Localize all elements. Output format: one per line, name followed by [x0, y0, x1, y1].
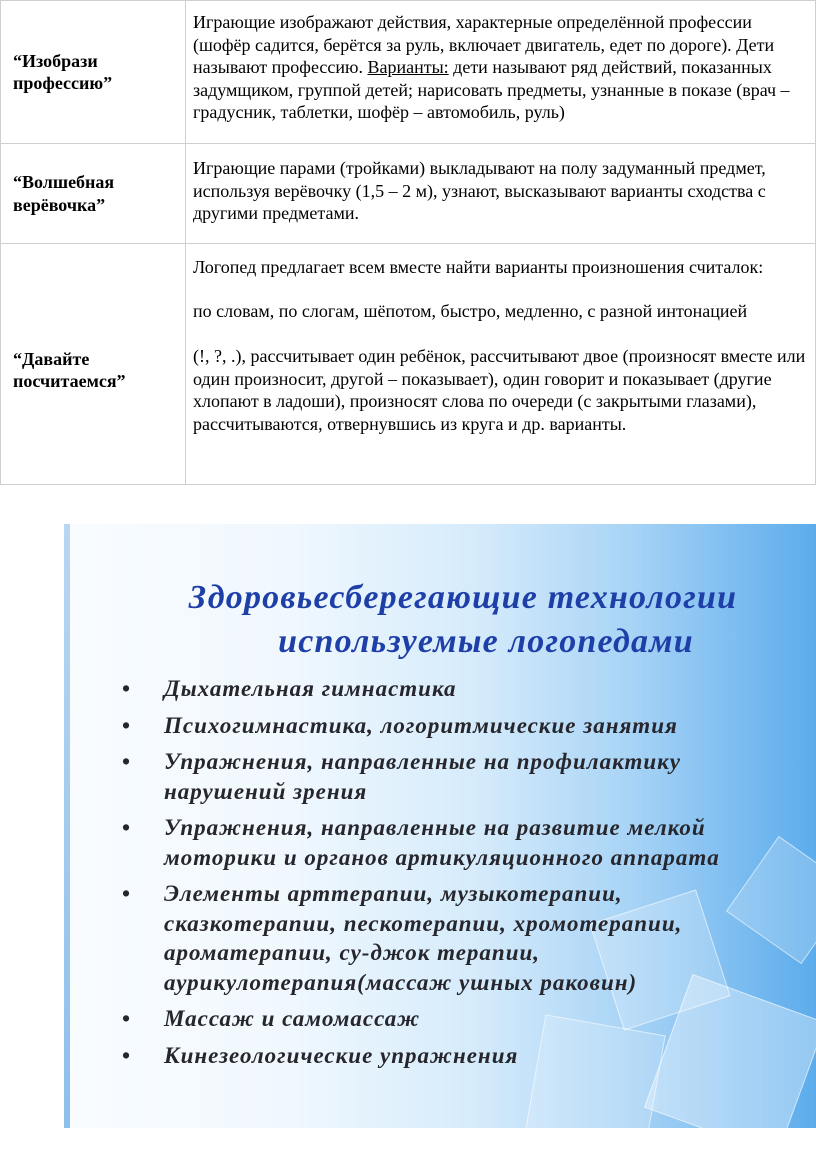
- description-paragraph: Логопед предлагает всем вместе найти варианты произношения считалок:: [193, 257, 764, 277]
- list-item: • Массаж и самомассаж: [122, 1004, 762, 1034]
- list-item: • Упражнения, направленные на профилактику нарушений зрения: [122, 747, 762, 806]
- slide-title: [64, 576, 816, 664]
- game-description: [186, 1, 816, 144]
- description-text-continued: дети называют ряд действий, показанных задумщиком, группой детей; нарисовать предметы, узнанные в показе (врач – градусник, таблетки, шофёр – автомобиль, руль): [193, 57, 790, 122]
- technology-list: [122, 674, 762, 1077]
- game-name: “Изобрази профессию”: [1, 1, 186, 144]
- table-row: [1, 1, 816, 144]
- list-item: • Дыхательная гимнастика: [122, 674, 762, 704]
- slide-title-line: Здоровьесберегающие технологии: [188, 579, 738, 616]
- table-row: [1, 244, 816, 485]
- game-description: Играющие парами (тройками) выкладывают на полу задуманный предмет, используя верёвочку (1,5 – 2 м), узнают, высказывают варианты сходства с другими предметами.: [186, 144, 816, 244]
- game-name: “Давайте посчитаемся”: [1, 244, 186, 485]
- list-item: • Упражнения, направленные на развитие мелкой моторики и органов артикуляционного аппарата: [122, 813, 762, 872]
- list-item: • Психогимнастика, логоритмические занятия: [122, 711, 762, 741]
- slide-title-line: используемые логопедами: [278, 623, 694, 660]
- game-description: [186, 244, 816, 485]
- description-paragraph: по словам, по слогам, шёпотом, быстро, медленно, с разной интонацией: [193, 300, 748, 321]
- game-name: “Волшебная верёвочка”: [1, 144, 186, 244]
- table-row: [1, 144, 816, 244]
- list-item: • Элементы арттерапии, музыкотерапии, сказкотерапии, пескотерапии, хромотерапии, ароматерапии, су-джок терапии, аурикулотерапия(массаж ушных раковин): [122, 879, 762, 997]
- variants-label: Варианты:: [367, 57, 449, 77]
- description-paragraph: (!, ?, .), рассчитывает один ребёнок, рассчитывают двое (произносят вместе или один произносит, другой – показывает), один говорит и показывает (другие хлопают в ладоши), произносят слова по очереди (с закрытыми глазами), рассчитываются, отвернувшись из круга и др. варианты.: [193, 346, 806, 434]
- description-text: Играющие изображают действия, характерные определённой профессии (шофёр садится, берётся за руль, включает двигатель, едет по дороге). Дети называют профессию.: [193, 12, 775, 77]
- games-table: [0, 0, 816, 485]
- presentation-slide: [64, 524, 816, 1128]
- list-item: • Кинезеологические упражнения: [122, 1041, 762, 1071]
